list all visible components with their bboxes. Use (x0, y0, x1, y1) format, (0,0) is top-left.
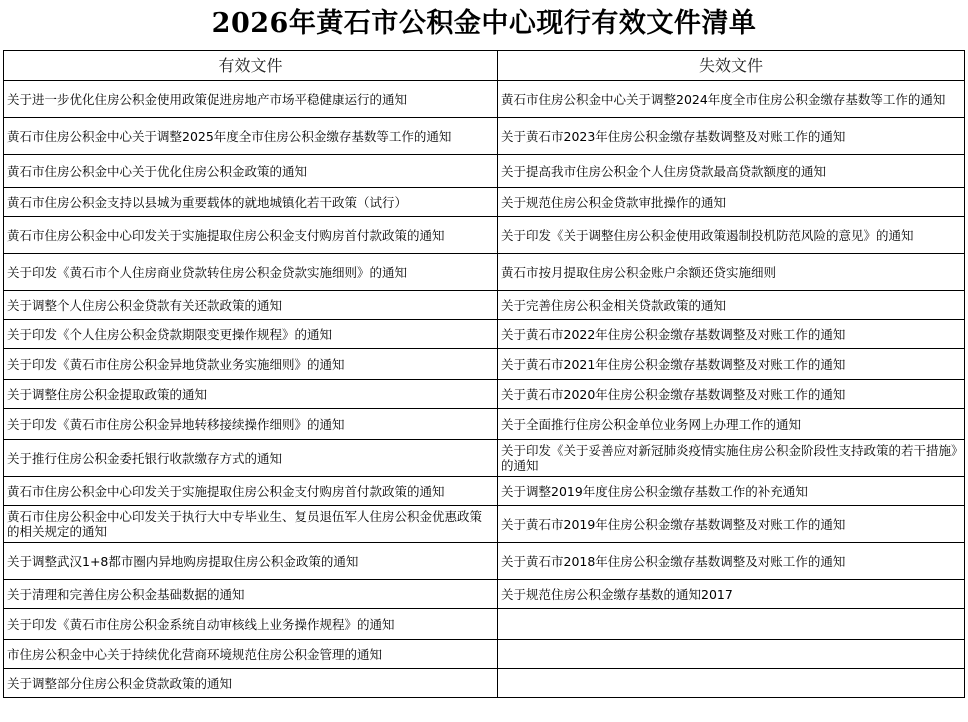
valid-file-cell: 黄石市住房公积金支持以县城为重要载体的就地城镇化若干政策（试行） (4, 188, 498, 217)
invalid-file-cell: 关于规范住房公积金贷款审批操作的通知 (498, 188, 965, 217)
table-row (4, 81, 965, 118)
table-row (4, 291, 965, 320)
valid-file-cell: 关于印发《黄石市个人住房商业贷款转住房公积金贷款实施细则》的通知 (4, 254, 498, 291)
valid-file-cell: 黄石市住房公积金中心关于调整2025年度全市住房公积金缴存基数等工作的通知 (4, 118, 498, 155)
invalid-file-cell: 黄石市住房公积金中心关于调整2024年度全市住房公积金缴存基数等工作的通知 (498, 81, 965, 118)
invalid-file-cell: 关于全面推行住房公积金单位业务网上办理工作的通知 (498, 409, 965, 440)
invalid-file-cell: 关于印发《关于妥善应对新冠肺炎疫情实施住房公积金阶段性支持政策的若干措施》的通知 (498, 440, 965, 477)
valid-file-cell: 关于调整个人住房公积金贷款有关还款政策的通知 (4, 291, 498, 320)
valid-file-cell: 关于调整部分住房公积金贷款政策的通知 (4, 669, 498, 698)
page-title: 2026年黄石市公积金中心现行有效文件清单 (211, 8, 757, 39)
file-list-table (3, 50, 965, 698)
invalid-file-cell: 关于印发《关于调整住房公积金使用政策遏制投机防范风险的意见》的通知 (498, 217, 965, 254)
table-row (4, 118, 965, 155)
invalid-file-cell: 关于调整2019年度住房公积金缴存基数工作的补充通知 (498, 477, 965, 506)
invalid-file-cell: 关于规范住房公积金缴存基数的通知2017 (498, 580, 965, 609)
table-row (4, 506, 965, 543)
valid-file-cell: 黄石市住房公积金中心印发关于实施提取住房公积金支付购房首付款政策的通知 (4, 217, 498, 254)
valid-file-cell: 市住房公积金中心关于持续优化营商环境规范住房公积金管理的通知 (4, 640, 498, 669)
table-row (4, 254, 965, 291)
invalid-file-cell: 关于黄石市2023年住房公积金缴存基数调整及对账工作的通知 (498, 118, 965, 155)
invalid-file-cell: 关于黄石市2021年住房公积金缴存基数调整及对账工作的通知 (498, 349, 965, 380)
invalid-file-cell: 关于黄石市2019年住房公积金缴存基数调整及对账工作的通知 (498, 506, 965, 543)
table-row (4, 580, 965, 609)
invalid-file-cell: 关于黄石市2018年住房公积金缴存基数调整及对账工作的通知 (498, 543, 965, 580)
valid-file-cell: 关于调整武汉1+8都市圈内异地购房提取住房公积金政策的通知 (4, 543, 498, 580)
table-row (4, 217, 965, 254)
table-row (4, 320, 965, 349)
table-row (4, 543, 965, 580)
invalid-file-cell (498, 640, 965, 669)
valid-file-cell: 黄石市住房公积金中心印发关于执行大中专毕业生、复员退伍军人住房公积金优惠政策的相关规定的通知 (4, 506, 498, 543)
table-header-row (4, 51, 965, 81)
table-row (4, 440, 965, 477)
valid-file-cell: 黄石市住房公积金中心关于优化住房公积金政策的通知 (4, 155, 498, 188)
table-row (4, 380, 965, 409)
table-row (4, 188, 965, 217)
table-row (4, 609, 965, 640)
invalid-file-cell: 关于黄石市2022年住房公积金缴存基数调整及对账工作的通知 (498, 320, 965, 349)
invalid-file-cell (498, 609, 965, 640)
valid-file-cell: 关于调整住房公积金提取政策的通知 (4, 380, 498, 409)
invalid-file-cell: 关于完善住房公积金相关贷款政策的通知 (498, 291, 965, 320)
invalid-file-cell (498, 669, 965, 698)
header-invalid-files: 失效文件 (498, 51, 965, 81)
valid-file-cell: 关于清理和完善住房公积金基础数据的通知 (4, 580, 498, 609)
table-row (4, 155, 965, 188)
invalid-file-cell: 关于提高我市住房公积金个人住房贷款最高贷款额度的通知 (498, 155, 965, 188)
table-row (4, 477, 965, 506)
valid-file-cell: 关于印发《黄石市住房公积金异地贷款业务实施细则》的通知 (4, 349, 498, 380)
table-row (4, 669, 965, 698)
valid-file-cell: 关于印发《个人住房公积金贷款期限变更操作规程》的通知 (4, 320, 498, 349)
valid-file-cell: 关于印发《黄石市住房公积金系统自动审核线上业务操作规程》的通知 (4, 609, 498, 640)
valid-file-cell: 黄石市住房公积金中心印发关于实施提取住房公积金支付购房首付款政策的通知 (4, 477, 498, 506)
header-valid-files: 有效文件 (4, 51, 498, 81)
invalid-file-cell: 关于黄石市2020年住房公积金缴存基数调整及对账工作的通知 (498, 380, 965, 409)
table-row (4, 349, 965, 380)
invalid-file-cell: 黄石市按月提取住房公积金账户余额还贷实施细则 (498, 254, 965, 291)
valid-file-cell: 关于推行住房公积金委托银行收款缴存方式的通知 (4, 440, 498, 477)
valid-file-cell: 关于印发《黄石市住房公积金异地转移接续操作细则》的通知 (4, 409, 498, 440)
valid-file-cell: 关于进一步优化住房公积金使用政策促进房地产市场平稳健康运行的通知 (4, 81, 498, 118)
table-body (4, 81, 965, 698)
table-row (4, 640, 965, 669)
table-row (4, 409, 965, 440)
